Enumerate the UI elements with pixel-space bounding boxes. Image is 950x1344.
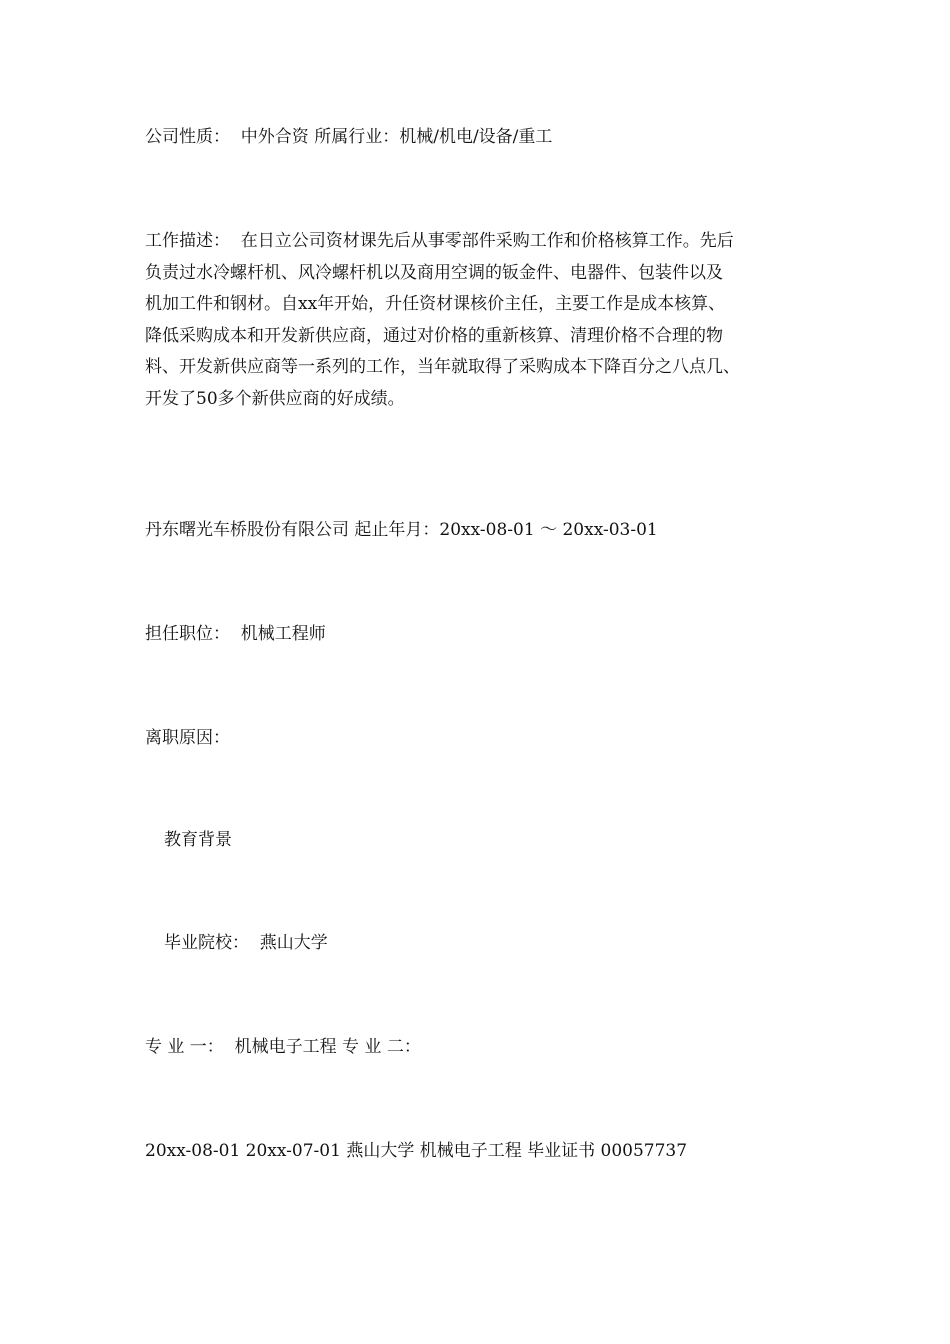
work-description-line: 料、开发新供应商等一系列的工作，当年就取得了采购成本下降百分之八点几、 bbox=[145, 357, 740, 377]
major-line: 专 业 一： 机械电子工程 专 业 二： bbox=[145, 1037, 421, 1057]
work-description-line: 负责过水冷螺杆机、风冷螺杆机以及商用空调的钣金件、电器件、包装件以及 bbox=[145, 262, 723, 283]
work-description-line: 机加工件和钢材。自xx年开始，升任资材课核价主任，主要工作是成本核算、 bbox=[145, 294, 726, 314]
position-line: 担任职位： 机械工程师 bbox=[145, 624, 326, 644]
work-description-line: 工作描述： 在日立公司资材课先后从事零部件采购工作和价格核算工作。先后 bbox=[145, 231, 734, 251]
work-description bbox=[145, 226, 820, 415]
work-description-line: 开发了50多个新供应商的好成绩。 bbox=[145, 388, 405, 409]
company-type-line: 公司性质： 中外合资 所属行业：机械/机电/设备/重工 bbox=[145, 127, 553, 147]
employer-line: 丹东曙光车桥股份有限公司 起止年月：20xx-08-01 ～ 20xx-03-01 bbox=[145, 520, 658, 540]
school-line: 毕业院校： 燕山大学 bbox=[164, 933, 328, 953]
degree-line: 20xx-08-01 20xx-07-01 燕山大学 机械电子工程 毕业证书 00057737 bbox=[145, 1141, 688, 1161]
leave-reason-line: 离职原因： bbox=[145, 728, 230, 748]
education-heading: 教育背景 bbox=[164, 830, 232, 850]
work-description-line: 降低采购成本和开发新供应商，通过对价格的重新核算、清理价格不合理的物 bbox=[145, 325, 723, 346]
